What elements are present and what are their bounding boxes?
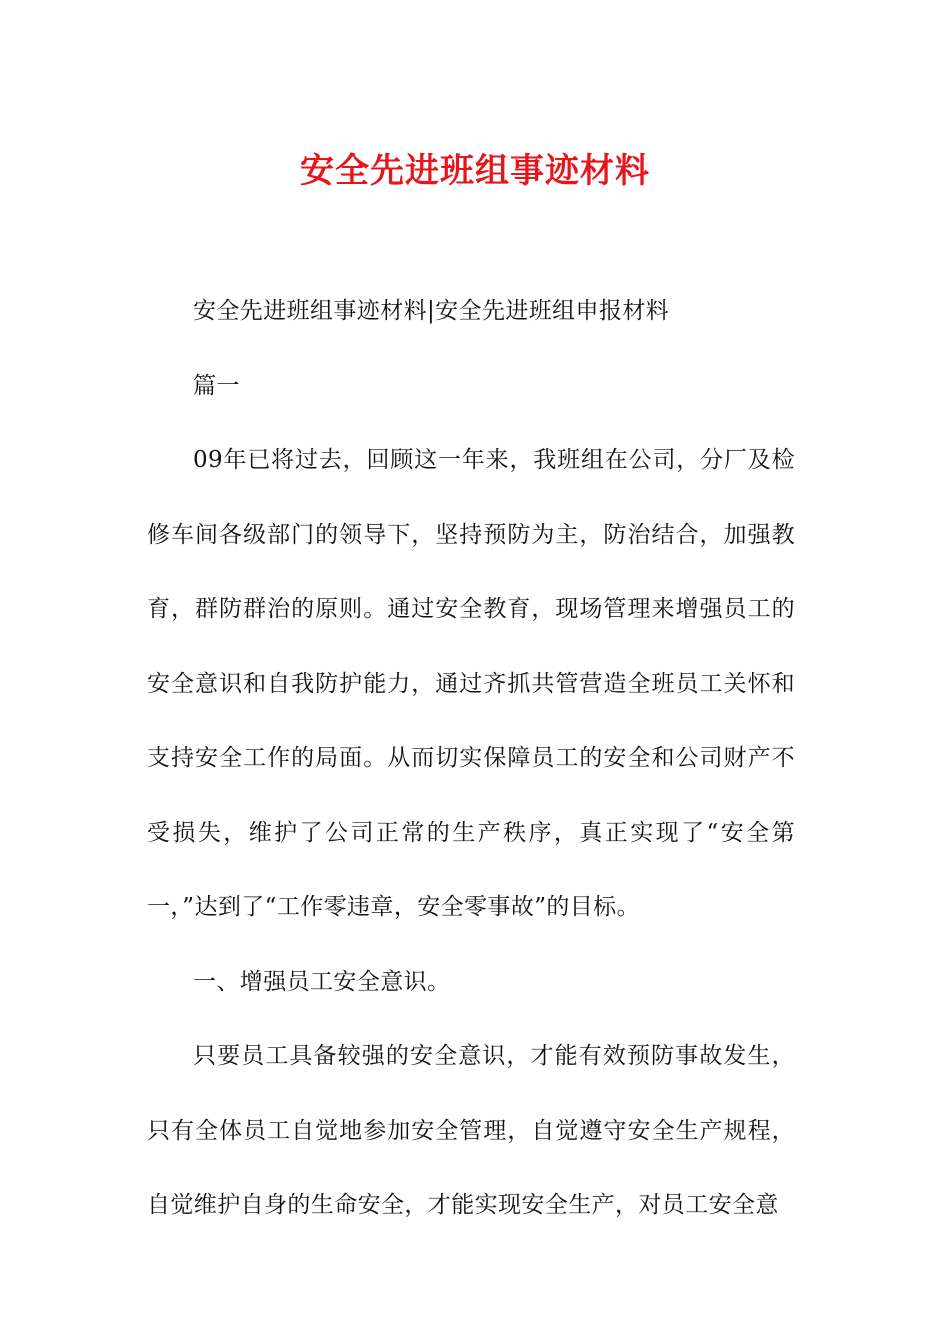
- section-heading-paragraph: 一、增强员工安全意识。: [193, 968, 451, 995]
- section-body-paragraph: 只要员工具备较强的安全意识，才能有效预防事故发生，只有全体员工自觉地参加安全管理，自觉遵守安全生产规程，自觉维护自身的生命安全，才能实现安全生产，对员工安全意: [147, 1043, 795, 1218]
- intro-paragraph: 09年已将过去，回顾这一年来，我班组在公司，分厂及检修车间各级部门的领导下，坚持预防为主，防治结合，加强教育，群防群治的原则。通过安全教育，现场管理来增强员工的安全意识和自我防护能力，通过齐抓共管营造全班员工关怀和支持安全工作的局面。从而切实保障员工的安全和公司财产不受损失，维护了公司正常的生产秩序，真正实现了“安全第一，”达到了“工作零违章，安全零事故”的目标。: [147, 447, 795, 920]
- section-label-paragraph: 篇一: [193, 372, 240, 399]
- subtitle-paragraph: 安全先进班组事迹材料|安全先进班组申报材料: [193, 298, 670, 324]
- document-title: 安全先进班组事迹材料: [300, 151, 650, 191]
- document-body: [147, 274, 795, 1243]
